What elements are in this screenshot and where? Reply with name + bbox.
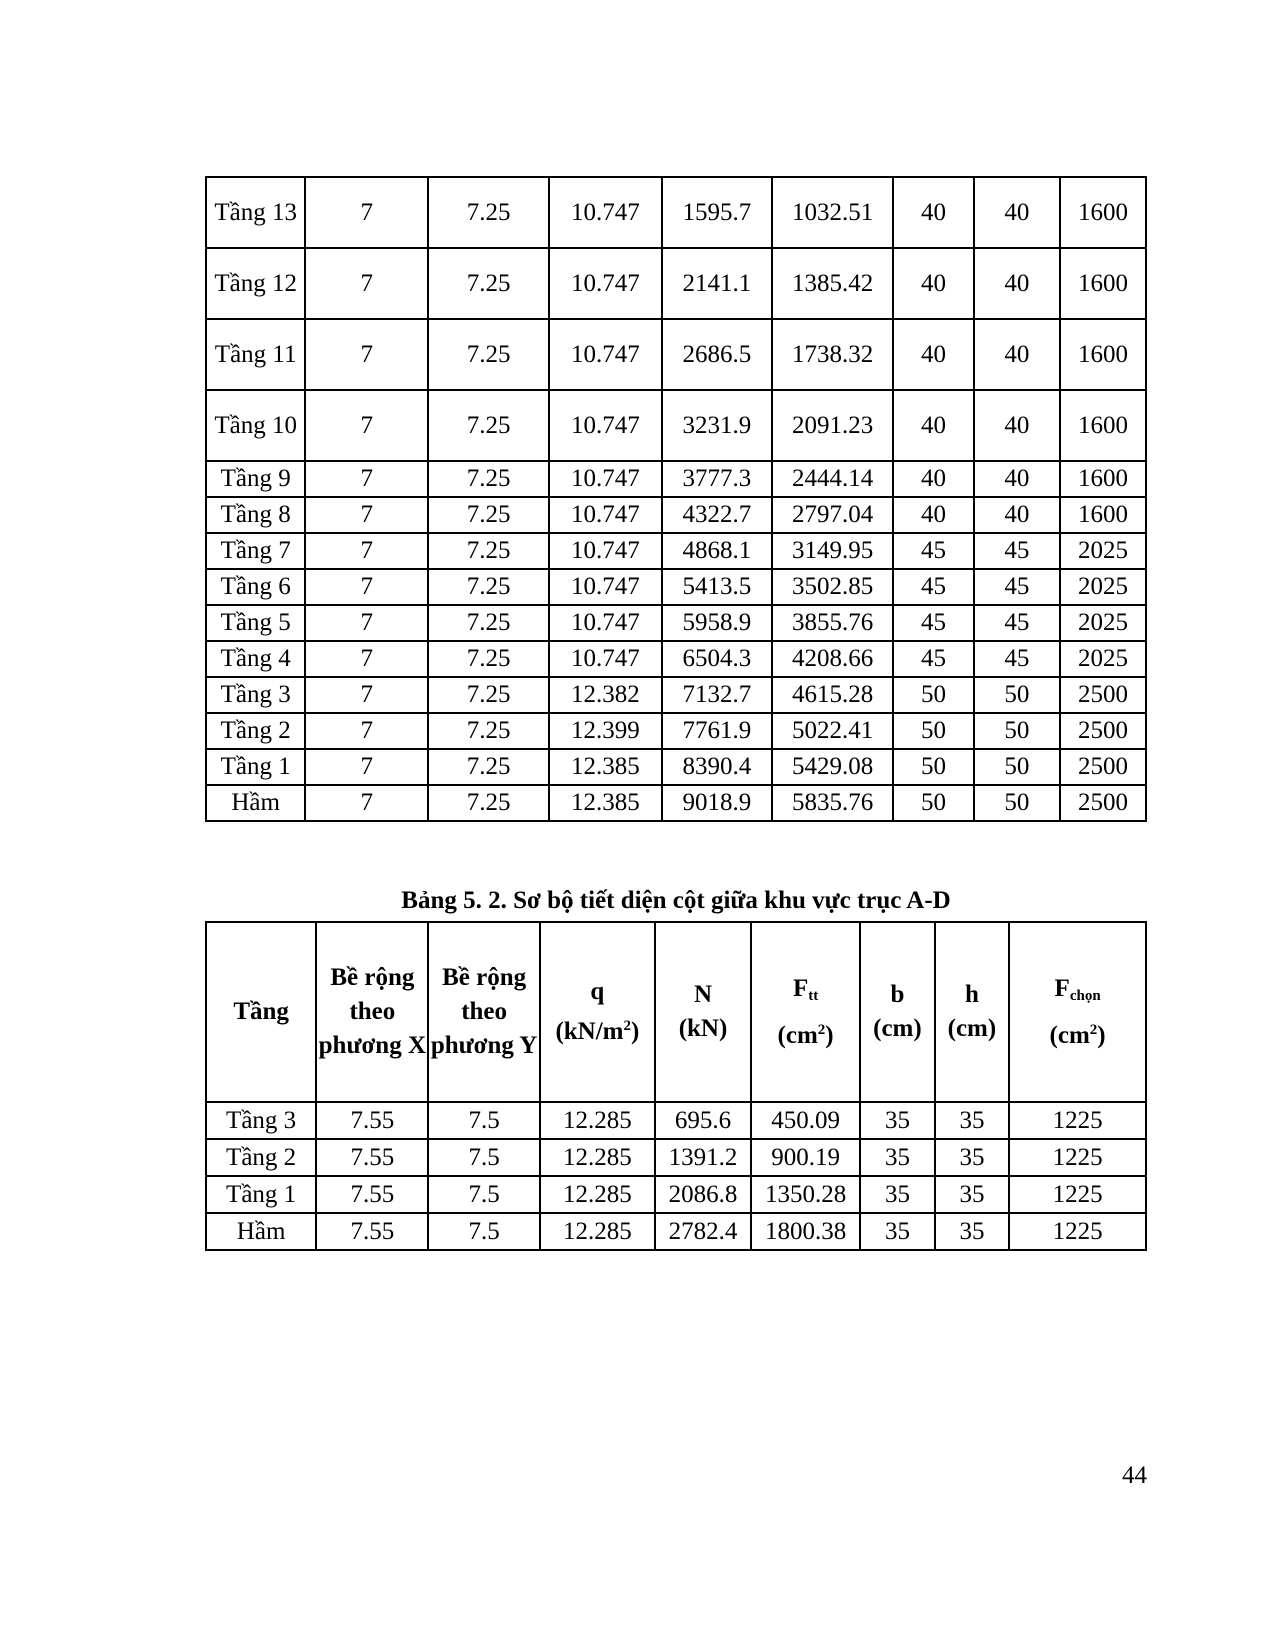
- table-cell: Tầng 10: [206, 390, 305, 461]
- table-cell: Tầng 13: [206, 177, 305, 248]
- table-cell: 1225: [1009, 1213, 1146, 1250]
- table-cell: 7: [305, 390, 428, 461]
- table-cell: 50: [974, 713, 1060, 749]
- table-cell: 50: [893, 677, 974, 713]
- table-cell: 40: [974, 497, 1060, 533]
- table-cell: 35: [935, 1139, 1010, 1176]
- table-cell: 5958.9: [662, 605, 773, 641]
- table-cell: 7: [305, 248, 428, 319]
- header-q: q $(kN/m^2)$: [540, 922, 655, 1102]
- table-cell: 7132.7: [662, 677, 773, 713]
- table-row: [206, 248, 1146, 319]
- table-cell: 4868.1: [662, 533, 773, 569]
- table-cell: 50: [893, 785, 974, 821]
- table-cell: 12.285: [540, 1139, 655, 1176]
- table-cell: 2686.5: [662, 319, 773, 390]
- table-cell: 2025: [1060, 641, 1146, 677]
- table-cell: 7: [305, 713, 428, 749]
- table-cell: 7: [305, 461, 428, 497]
- table-cell: 45: [893, 605, 974, 641]
- table-cell: 40: [974, 319, 1060, 390]
- table-cell: 12.385: [549, 785, 662, 821]
- table-cell: 7.25: [428, 390, 549, 461]
- table-row: [206, 713, 1146, 749]
- table-cell: 1738.32: [772, 319, 893, 390]
- table-cell: 7.25: [428, 533, 549, 569]
- table-row: [206, 1176, 1146, 1213]
- table-cell: 35: [860, 1102, 935, 1139]
- header-width-y: Bề rộng theo phương Y: [428, 922, 539, 1102]
- table-cell: 50: [974, 785, 1060, 821]
- table-cell: 45: [974, 605, 1060, 641]
- table-cell: 1600: [1060, 319, 1146, 390]
- table-cell: 1225: [1009, 1176, 1146, 1213]
- table-cell: 7.25: [428, 248, 549, 319]
- table-cell: 12.385: [549, 749, 662, 785]
- header-ftt: $F_{tt}$ $(cm^2)$: [751, 922, 860, 1102]
- table2-caption: Bảng 5. 2. Sơ bộ tiết diện cột giữa khu vực trục A-D: [401, 887, 951, 914]
- table-cell: 9018.9: [662, 785, 773, 821]
- table-cell: 1600: [1060, 497, 1146, 533]
- table-cell: 1385.42: [772, 248, 893, 319]
- table-cell: 4208.66: [772, 641, 893, 677]
- table-cell: 10.747: [549, 319, 662, 390]
- table-cell: 900.19: [751, 1139, 860, 1176]
- table-cell: 10.747: [549, 569, 662, 605]
- table-cell: 35: [935, 1176, 1010, 1213]
- table-cell: 35: [860, 1176, 935, 1213]
- table-cell: Tầng 11: [206, 319, 305, 390]
- table-row: [206, 749, 1146, 785]
- middle-column-section-table: [205, 921, 1147, 1251]
- table2-header-row: [206, 922, 1146, 1102]
- table-cell: 5429.08: [772, 749, 893, 785]
- table-cell: 40: [893, 177, 974, 248]
- table-cell: 40: [893, 319, 974, 390]
- table-row: [206, 1213, 1146, 1250]
- table-cell: 5413.5: [662, 569, 773, 605]
- table-cell: 7: [305, 569, 428, 605]
- table-cell: 7.5: [428, 1139, 539, 1176]
- table-cell: Tầng 1: [206, 1176, 316, 1213]
- table-cell: 7: [305, 533, 428, 569]
- table-cell: Tầng 4: [206, 641, 305, 677]
- table-cell: Hầm: [206, 785, 305, 821]
- table-cell: Tầng 2: [206, 1139, 316, 1176]
- table-row: [206, 785, 1146, 821]
- table-cell: 7.55: [316, 1139, 428, 1176]
- table-cell: 1391.2: [655, 1139, 751, 1176]
- table-cell: 1595.7: [662, 177, 773, 248]
- table-cell: 1350.28: [751, 1176, 860, 1213]
- table-cell: Hầm: [206, 1213, 316, 1250]
- table-cell: Tầng 1: [206, 749, 305, 785]
- table-cell: 12.399: [549, 713, 662, 749]
- table-cell: 7: [305, 497, 428, 533]
- table-cell: 2500: [1060, 677, 1146, 713]
- table-cell: 7: [305, 785, 428, 821]
- table-cell: 1800.38: [751, 1213, 860, 1250]
- table-cell: 3231.9: [662, 390, 773, 461]
- table-cell: 40: [974, 177, 1060, 248]
- table-cell: 40: [974, 390, 1060, 461]
- table-cell: 7: [305, 641, 428, 677]
- table-cell: 40: [893, 497, 974, 533]
- table-cell: 2500: [1060, 749, 1146, 785]
- table-cell: 10.747: [549, 248, 662, 319]
- table-cell: 2141.1: [662, 248, 773, 319]
- table-cell: 7.25: [428, 177, 549, 248]
- table-cell: 7.55: [316, 1102, 428, 1139]
- table-cell: Tầng 9: [206, 461, 305, 497]
- table-row: [206, 1102, 1146, 1139]
- table-cell: 7761.9: [662, 713, 773, 749]
- table-cell: 35: [860, 1213, 935, 1250]
- table-cell: 7.25: [428, 319, 549, 390]
- table-cell: 2782.4: [655, 1213, 751, 1250]
- table-cell: 2444.14: [772, 461, 893, 497]
- table-cell: 45: [893, 641, 974, 677]
- table-cell: 35: [935, 1213, 1010, 1250]
- header-fchon: $F_{chọn}$ $(cm^2)$: [1009, 922, 1146, 1102]
- table-cell: 45: [974, 569, 1060, 605]
- table-cell: 5835.76: [772, 785, 893, 821]
- table-cell: 45: [974, 533, 1060, 569]
- table-cell: 7: [305, 605, 428, 641]
- table-cell: 10.747: [549, 605, 662, 641]
- table-cell: 3149.95: [772, 533, 893, 569]
- table-cell: 7.25: [428, 713, 549, 749]
- header-width-x: Bề rộng theo phương X: [316, 922, 428, 1102]
- table-cell: 40: [974, 461, 1060, 497]
- table-row: [206, 1139, 1146, 1176]
- table-cell: 7: [305, 677, 428, 713]
- header-b: b (cm): [860, 922, 935, 1102]
- table-cell: 2797.04: [772, 497, 893, 533]
- table-row: [206, 605, 1146, 641]
- table-cell: 4322.7: [662, 497, 773, 533]
- header-h: h (cm): [935, 922, 1010, 1102]
- table-cell: 1032.51: [772, 177, 893, 248]
- table-cell: 2025: [1060, 533, 1146, 569]
- table-cell: 2500: [1060, 785, 1146, 821]
- table-cell: 7.5: [428, 1176, 539, 1213]
- table-cell: 7.25: [428, 497, 549, 533]
- table-cell: 2025: [1060, 605, 1146, 641]
- table-cell: 45: [893, 569, 974, 605]
- table-cell: 7.25: [428, 461, 549, 497]
- table-cell: 3855.76: [772, 605, 893, 641]
- table-cell: 7.25: [428, 569, 549, 605]
- table-cell: 40: [974, 248, 1060, 319]
- table-cell: 10.747: [549, 461, 662, 497]
- table-cell: 7.55: [316, 1213, 428, 1250]
- table-cell: 8390.4: [662, 749, 773, 785]
- column-section-table-continued: [205, 176, 1147, 822]
- table-cell: 4615.28: [772, 677, 893, 713]
- table-cell: 1225: [1009, 1139, 1146, 1176]
- page-number: 44: [1122, 1462, 1147, 1489]
- table-cell: Tầng 7: [206, 533, 305, 569]
- table-cell: Tầng 12: [206, 248, 305, 319]
- table-cell: 3502.85: [772, 569, 893, 605]
- table-cell: 7.55: [316, 1176, 428, 1213]
- table-cell: 10.747: [549, 177, 662, 248]
- table-cell: 45: [893, 533, 974, 569]
- table-cell: 50: [893, 713, 974, 749]
- table-row: [206, 177, 1146, 248]
- table-cell: 1600: [1060, 248, 1146, 319]
- table-cell: 50: [893, 749, 974, 785]
- table2-body: [206, 1102, 1146, 1250]
- table-row: [206, 641, 1146, 677]
- table-row: [206, 533, 1146, 569]
- table-row: [206, 569, 1146, 605]
- table-cell: 1600: [1060, 177, 1146, 248]
- table-cell: 7.5: [428, 1102, 539, 1139]
- table-cell: Tầng 3: [206, 1102, 316, 1139]
- table-cell: 7: [305, 319, 428, 390]
- table1-body: [206, 177, 1146, 821]
- table-row: [206, 390, 1146, 461]
- table-cell: 12.285: [540, 1102, 655, 1139]
- table-cell: 40: [893, 461, 974, 497]
- header-n: N (kN): [655, 922, 751, 1102]
- table-cell: 45: [974, 641, 1060, 677]
- table-cell: 50: [974, 677, 1060, 713]
- table-cell: Tầng 8: [206, 497, 305, 533]
- header-tang: Tầng: [206, 922, 316, 1102]
- table-cell: 1600: [1060, 390, 1146, 461]
- table-row: [206, 497, 1146, 533]
- table-cell: 7: [305, 177, 428, 248]
- table-cell: 2086.8: [655, 1176, 751, 1213]
- table-cell: 2025: [1060, 569, 1146, 605]
- table-cell: Tầng 6: [206, 569, 305, 605]
- table-cell: 35: [935, 1102, 1010, 1139]
- table-cell: 12.285: [540, 1213, 655, 1250]
- table-cell: 2500: [1060, 713, 1146, 749]
- table-row: [206, 461, 1146, 497]
- table-cell: 7.5: [428, 1213, 539, 1250]
- table-cell: 3777.3: [662, 461, 773, 497]
- table-row: [206, 319, 1146, 390]
- table-cell: 40: [893, 248, 974, 319]
- table-cell: 7.25: [428, 749, 549, 785]
- table-cell: 6504.3: [662, 641, 773, 677]
- table-cell: 7.25: [428, 641, 549, 677]
- table-cell: 10.747: [549, 641, 662, 677]
- table-cell: Tầng 5: [206, 605, 305, 641]
- table-cell: 7.25: [428, 605, 549, 641]
- table-cell: Tầng 2: [206, 713, 305, 749]
- table-cell: 10.747: [549, 533, 662, 569]
- table-cell: 40: [893, 390, 974, 461]
- table-cell: 50: [974, 749, 1060, 785]
- table-cell: 12.382: [549, 677, 662, 713]
- table-cell: 695.6: [655, 1102, 751, 1139]
- table-row: [206, 677, 1146, 713]
- table-cell: 7: [305, 749, 428, 785]
- table-cell: 10.747: [549, 390, 662, 461]
- table-cell: 35: [860, 1139, 935, 1176]
- table-cell: 2091.23: [772, 390, 893, 461]
- table-cell: 7.25: [428, 677, 549, 713]
- table-cell: 450.09: [751, 1102, 860, 1139]
- table-cell: 7.25: [428, 785, 549, 821]
- table-cell: 10.747: [549, 497, 662, 533]
- table-cell: 1600: [1060, 461, 1146, 497]
- table-cell: Tầng 3: [206, 677, 305, 713]
- table-cell: 5022.41: [772, 713, 893, 749]
- table-cell: 12.285: [540, 1176, 655, 1213]
- table-cell: 1225: [1009, 1102, 1146, 1139]
